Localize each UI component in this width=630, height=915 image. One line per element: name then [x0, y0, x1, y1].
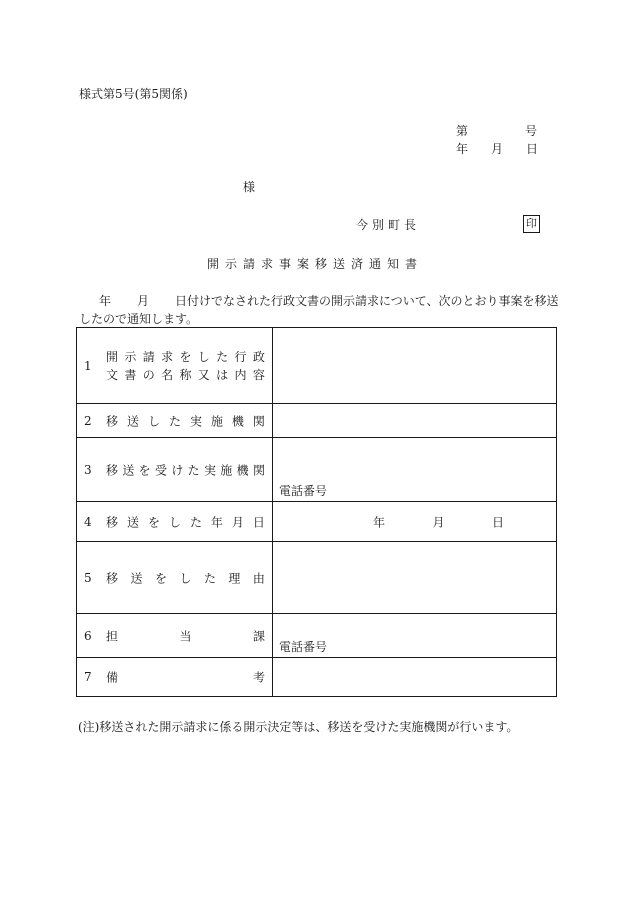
transfer-date-field[interactable]: [273, 502, 557, 542]
body-text: 日付けでなされた行政文書の開示請求について、次のとおり事案を移送: [175, 294, 559, 308]
row-label-cell: [77, 328, 273, 404]
table-row: [77, 438, 557, 502]
table-row: [77, 404, 557, 438]
table-row: [77, 658, 557, 697]
row-label: 移 送 を し た 年 月 日: [106, 515, 265, 529]
row-label: 移 送 を 受 け た 実 施 機 関: [106, 463, 265, 477]
transfer-date-parts: [373, 513, 504, 530]
body-month: 月: [137, 294, 150, 308]
document-name-field[interactable]: [273, 328, 557, 404]
phone-label: 電話番号: [279, 640, 328, 654]
row-number: 2: [84, 413, 92, 428]
remarks-field[interactable]: [273, 658, 557, 697]
row-label-cell: [77, 542, 273, 614]
row-label: 担 当 課: [106, 629, 265, 643]
date-month: 月: [490, 142, 503, 156]
date-year: 年: [456, 142, 469, 156]
body-text-line-1: [99, 294, 559, 308]
addressee-honorific: 様: [243, 180, 256, 194]
row-label: 移 送 を し た 理 由: [106, 571, 265, 585]
table-row: [77, 542, 557, 614]
row-label-cell: [77, 404, 273, 438]
row-number: 6: [84, 628, 92, 643]
transfer-details-table: [76, 327, 557, 697]
row-label: 備 考: [106, 670, 265, 685]
row-label-cell: [77, 614, 273, 658]
footnote: (注)移送された開示請求に係る開示決定等は、移送を受けた実施機関が行います。: [78, 720, 519, 734]
date-year: 年: [373, 515, 386, 529]
row-label-cell: [77, 658, 273, 697]
row-label-cell: [77, 438, 273, 502]
date-month: 月: [432, 515, 445, 529]
issue-date: [456, 142, 538, 156]
date-day: 日: [525, 142, 538, 156]
phone-label: 電話番号: [279, 484, 328, 498]
row-label-cell: [77, 502, 273, 542]
transferring-agency-field[interactable]: [273, 404, 557, 438]
document-number-suffix: 号: [525, 124, 538, 138]
sender-name: 今別町長: [356, 218, 421, 232]
label-line: 開 示 請 求 を し た 行 政: [106, 349, 265, 364]
document-title: 開示請求事案移送済通知書: [206, 257, 423, 271]
row-label: [106, 348, 265, 384]
row-number: 3: [84, 462, 92, 477]
table-row: [77, 614, 557, 658]
label-line: 文 書 の 名 称 又 は 内 容: [106, 367, 265, 382]
body-text-line-2: したので通知します。: [79, 312, 199, 326]
row-number: 7: [84, 670, 92, 684]
form-number-label: 様式第5号(第5関係): [79, 87, 188, 101]
row-number: 1: [84, 358, 92, 373]
seal-stamp: 印: [523, 215, 540, 233]
document-number-prefix: 第: [456, 124, 469, 138]
receiving-agency-field[interactable]: [273, 438, 557, 502]
date-day: 日: [491, 515, 504, 529]
body-year: 年: [99, 294, 112, 308]
row-label: 移 送 し た 実 施 機 関: [106, 414, 265, 428]
table-row: [77, 502, 557, 542]
responsible-section-field[interactable]: [273, 614, 557, 658]
transfer-reason-field[interactable]: [273, 542, 557, 614]
table-row: [77, 328, 557, 404]
row-number: 5: [84, 570, 92, 585]
row-number: 4: [84, 514, 92, 529]
